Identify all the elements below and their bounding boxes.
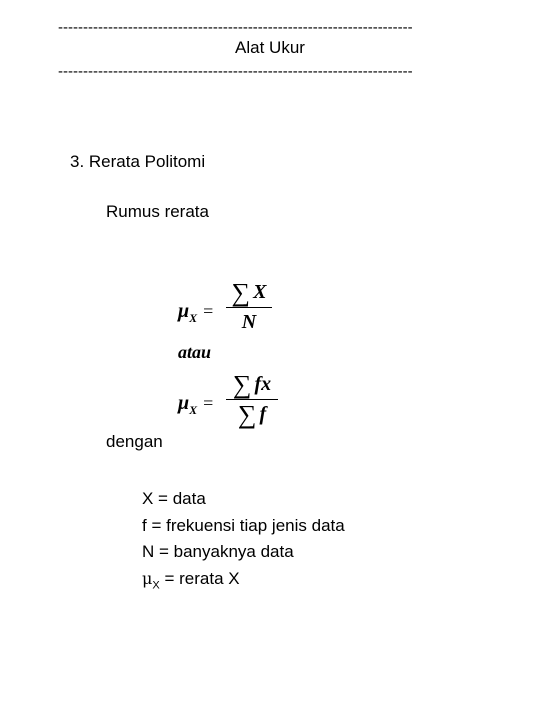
definition-item: X = data <box>142 489 206 508</box>
numerator: X <box>253 281 267 303</box>
fraction <box>226 279 272 335</box>
header-rule-bottom: ----------------------------------------------------------------------- <box>58 64 413 80</box>
sigma-symbol: ∑ <box>231 278 251 307</box>
connector-atau: atau <box>178 342 212 362</box>
section-subtitle: Rumus rerata <box>106 202 209 221</box>
denominator: f <box>259 403 267 425</box>
definitions-list <box>142 486 345 598</box>
sigma-symbol: ∑ <box>237 400 257 429</box>
mu-symbol: $\mu_X$ <box>178 392 198 417</box>
definition-item-mu: $\mu_X$ = rerata X <box>142 568 240 591</box>
header-rule-top: ----------------------------------------------------------------------- <box>58 20 413 36</box>
sigma-symbol: ∑ <box>232 370 252 399</box>
definition-item: f = frekuensi tiap jenis data <box>142 515 345 535</box>
section-title: 3. Rerata Politomi <box>70 152 206 171</box>
fraction <box>226 371 278 428</box>
numerator: fx <box>254 373 272 395</box>
denominator: N <box>241 311 257 333</box>
with-label: dengan <box>106 432 163 451</box>
equals-sign: = <box>203 393 214 413</box>
fraction-bar <box>226 307 272 308</box>
page-header-title: Alat Ukur <box>235 38 305 57</box>
definition-item: N = banyaknya data <box>142 542 294 561</box>
equals-sign: = <box>203 301 214 321</box>
mu-symbol: $\mu_X$ <box>178 300 198 325</box>
